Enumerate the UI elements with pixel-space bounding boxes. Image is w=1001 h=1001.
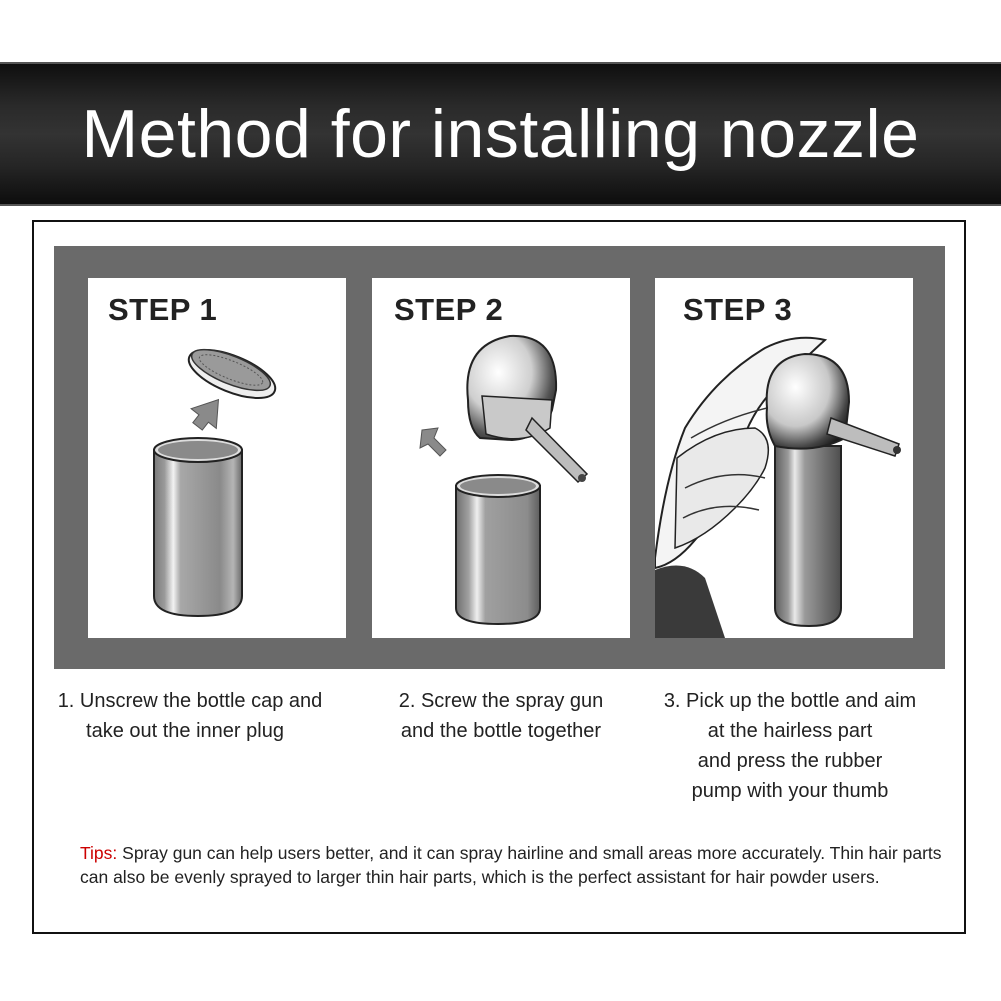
- step-2-panel: [372, 278, 630, 638]
- caption-line: take out the inner plug: [86, 720, 284, 742]
- step-3-panel: [655, 278, 913, 638]
- arrow-down-icon: [420, 428, 446, 456]
- tips-text: Spray gun can help users better, and it can spray hairline and small areas more accurately. Thin hair parts can also be evenly sprayed to larger thin hair parts, which is the perfect assistant for hair powder users.: [80, 843, 942, 887]
- step-1-title: STEP 1: [108, 292, 218, 327]
- step-2-caption: [372, 686, 630, 746]
- spray-gun-icon: [767, 354, 901, 456]
- step-3-caption: [640, 686, 940, 806]
- spray-gun-icon: [467, 336, 587, 482]
- step-1-caption: [40, 686, 340, 746]
- arrow-up-icon: [185, 390, 231, 436]
- caption-line: 1. Unscrew the bottle cap and: [57, 690, 323, 712]
- caption-line: pump with your thumb: [691, 780, 889, 802]
- step-1-panel: [88, 278, 346, 638]
- caption-line: at the hairless part: [707, 720, 873, 742]
- caption-line: and press the rubber: [697, 750, 883, 772]
- inner-plug-cap-icon: [183, 340, 282, 408]
- caption-line: 3. Pick up the bottle and aim: [663, 690, 917, 712]
- tips-label: Tips:: [80, 843, 118, 863]
- step-1-illustration: [88, 278, 346, 638]
- page-title: Method for installing nozzle: [81, 96, 920, 172]
- step-3-illustration: [655, 278, 913, 638]
- bottle-icon: [456, 475, 540, 624]
- tips-paragraph: [80, 841, 950, 889]
- bottle-icon: [154, 438, 242, 616]
- caption-line: and the bottle together: [400, 720, 602, 742]
- step-2-illustration: [372, 278, 630, 638]
- title-banner: [0, 62, 1001, 206]
- bottle-icon: [775, 446, 841, 626]
- step-2-title: STEP 2: [394, 292, 504, 327]
- step-3-title: STEP 3: [683, 292, 793, 327]
- caption-line: 2. Screw the spray gun: [398, 690, 604, 712]
